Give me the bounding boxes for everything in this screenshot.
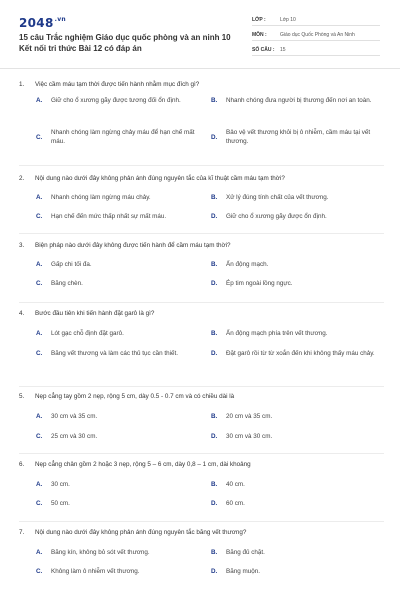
option-d[interactable] [211,349,381,358]
option-text: Xử lý đúng tính chất của vết thương. [226,194,329,201]
options [19,257,384,297]
question-number: 1. [19,81,25,88]
option-text: Không làm ô nhiễm vết thương. [51,568,140,575]
options [19,476,384,516]
meta-subject-value: Giáo dục Quốc Phòng và An Ninh [280,32,355,38]
document-title: 15 câu Trắc nghiệm Giáo dục quốc phòng và an ninh 10 Kết nối tri thức Bài 12 có đáp án [19,33,231,53]
option-d[interactable] [211,567,381,576]
option-b[interactable] [211,329,381,338]
option-text: Gấp chi tối đa. [51,261,92,268]
option-c[interactable] [36,349,204,358]
question-2 [19,174,384,230]
document-meta [252,14,380,59]
option-c[interactable] [36,128,196,146]
option-letter: C. [36,133,43,141]
option-d[interactable] [211,279,381,288]
option-text: 20 cm và 35 cm. [226,413,273,420]
option-b[interactable] [211,193,381,202]
option-c[interactable] [36,499,206,508]
meta-subject-label: MÔN : [252,32,267,38]
option-b[interactable] [211,548,381,557]
option-text: Băng chèn. [51,280,83,287]
question-number: 4. [19,310,25,317]
option-c[interactable] [36,212,206,221]
question-4 [19,309,384,379]
question-text: Bước đầu tiên khi tiến hành đặt garô là gì? [35,310,155,317]
option-a[interactable] [36,260,206,269]
meta-class-label: LỚP : [252,17,266,23]
option-a[interactable] [36,96,196,105]
option-letter: B. [211,261,218,268]
option-a[interactable] [36,412,206,421]
option-letter: D. [211,280,218,287]
divider [19,233,384,234]
option-letter: A. [36,194,43,201]
question-number: 6. [19,461,25,468]
options [19,408,384,448]
option-text: 40 cm. [226,481,245,488]
option-letter: C. [36,280,43,287]
meta-class-value: Lớp 10 [280,17,296,23]
option-text: Băng đủ chặt. [226,549,265,556]
option-d[interactable] [211,499,381,508]
option-b[interactable] [211,260,381,269]
logo-suffix: .vn [54,16,66,23]
option-letter: B. [211,330,218,337]
brand-logo[interactable] [19,16,66,30]
option-letter: D. [211,433,218,440]
option-letter: A. [36,413,43,420]
question-stem [19,241,384,251]
option-letter: A. [36,330,43,337]
document-header [0,0,400,69]
option-text: Đặt garô rồi từ từ xoắn đến khi không thấy máu chảy. [226,350,375,357]
question-stem [19,174,384,184]
option-a[interactable] [36,548,206,557]
option-letter: C. [36,350,43,357]
option-text: Băng kín, không bỏ sót vết thương. [51,549,150,556]
option-text: 50 cm. [51,500,70,507]
option-text: Nhanh chóng đưa người bị thương đến nơi an toàn. [226,97,372,104]
option-letter: B. [211,413,218,420]
options [19,544,384,584]
option-letter: B. [211,549,218,556]
option-letter: A. [36,261,43,268]
option-letter: A. [36,97,43,104]
option-d[interactable] [211,128,379,146]
option-text: 60 cm. [226,500,245,507]
options [19,96,384,156]
question-number: 5. [19,393,25,400]
option-text: 30 cm. [51,481,70,488]
question-number: 7. [19,529,25,536]
option-letter: A. [36,549,43,556]
option-letter: B. [211,194,218,201]
option-text: Nhanh chóng làm ngừng chảy máu để hạn chế mất máu. [51,129,195,145]
option-a[interactable] [36,480,206,489]
divider [19,521,384,522]
question-1 [19,80,384,156]
option-letter: D. [211,568,218,575]
option-text: Nhanh chóng làm ngừng máu chảy. [51,194,151,201]
option-text: Băng vết thương và làm các thủ tục cần thiết. [51,350,179,357]
divider [19,386,384,387]
question-3 [19,241,384,297]
divider [19,302,384,303]
meta-class-row [252,14,380,26]
option-b[interactable] [211,412,381,421]
option-d[interactable] [211,212,381,221]
option-b[interactable] [211,96,379,105]
question-6 [19,460,384,516]
question-text: Việc cầm máu tạm thời được tiến hành nhằm mục đích gì? [35,81,200,88]
logo-text: 2048 [19,16,54,30]
option-a[interactable] [36,193,206,202]
option-text: 30 cm và 35 cm. [51,413,98,420]
option-a[interactable] [36,329,206,338]
option-c[interactable] [36,432,206,441]
option-c[interactable] [36,279,206,288]
question-text: Nẹp cẳng chân gồm 2 hoặc 3 nẹp, rộng 5 – 6 cm, dày 0,8 – 1 cm, dài khoảng [35,461,251,468]
meta-count-row [252,44,380,56]
options [19,190,384,230]
question-stem [19,80,384,90]
question-5 [19,392,384,448]
option-text: Ấn động mạch. [226,261,269,268]
option-letter: C. [36,213,43,220]
option-b[interactable] [211,480,381,489]
divider [19,165,384,166]
option-letter: D. [211,133,218,141]
option-text: 25 cm và 30 cm. [51,433,98,440]
question-stem [19,392,384,402]
question-number: 3. [19,242,25,249]
meta-count-value: 15 [280,47,286,53]
options [19,325,384,379]
question-text: Biện pháp nào dưới đây không được tiến hành để cầm máu tạm thời? [35,242,231,249]
option-text: Bảo vệ vết thương khỏi bị ô nhiễm, cầm máu tại vết thương. [226,129,371,145]
question-text: Nội dung nào dưới đây không phản ánh đúng nguyên tắc của kĩ thuật cầm máu tạm thời? [35,175,285,182]
option-text: Ấn động mạch phía trên vết thương. [226,330,328,337]
option-letter: C. [36,500,43,507]
option-letter: B. [211,97,218,104]
question-stem [19,528,384,538]
question-text: Nẹp cẳng tay gồm 2 nẹp, rộng 5 cm, dày 0.5 - 0.7 cm và có chiều dài là [35,393,235,400]
option-c[interactable] [36,567,206,576]
option-letter: B. [211,481,218,488]
option-letter: D. [211,500,218,507]
option-text: Giữ cho ổ xương gãy được ổn định. [226,213,327,220]
question-7 [19,528,384,584]
divider [19,453,384,454]
option-letter: C. [36,433,43,440]
option-letter: D. [211,213,218,220]
option-d[interactable] [211,432,381,441]
option-text: Lót gạc chỗ định đặt garô. [51,330,124,337]
option-letter: A. [36,481,43,488]
meta-subject-row [252,29,380,41]
option-letter: D. [211,350,218,357]
option-text: Hạn chế đến mức thấp nhất sự mất máu. [51,213,167,220]
meta-count-label: SỐ CÂU : [252,47,275,53]
option-text: Giữ cho ổ xương gãy được tương đối ổn định. [51,97,181,104]
question-stem [19,460,384,470]
option-text: Băng muộn. [226,568,260,575]
option-letter: C. [36,568,43,575]
question-number: 2. [19,175,25,182]
option-text: Ép tim ngoài lồng ngực. [226,280,293,287]
option-text: 30 cm và 30 cm. [226,433,273,440]
question-text: Nội dung nào dưới đây không phản ánh đúng nguyên tắc băng vết thương? [35,529,247,536]
question-stem [19,309,384,319]
